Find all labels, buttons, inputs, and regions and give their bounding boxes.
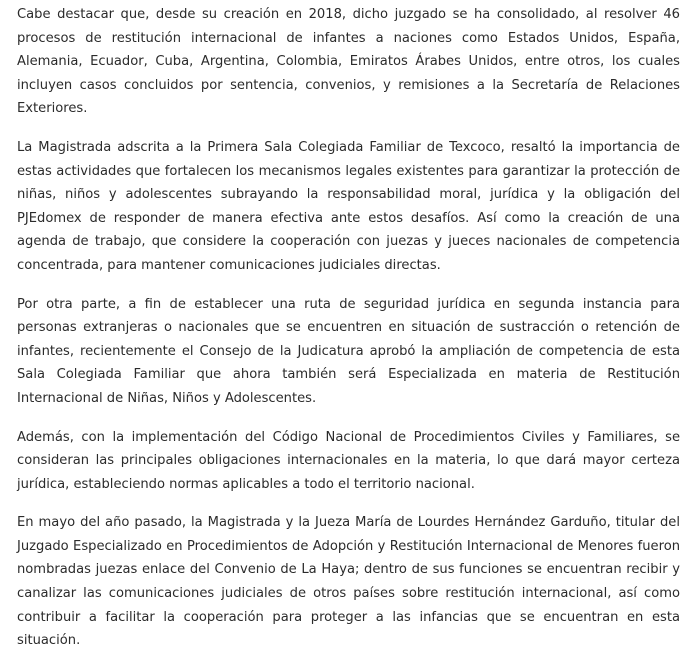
paragraph: La Magistrada adscrita a la Primera Sala Colegiada Familiar de Texcoco, resaltó la importancia de estas actividades que fortalecen los mecanismos legales existentes para garantizar la protección de niñas, niños y adolescentes subrayando la responsabilidad moral, jurídica y la obligación del PJEdomex de responder de manera efectiva ante estos desafíos. Así como la creación de una agenda de trabajo, que considere la cooperación con juezas y jueces nacionales de competencia concentrada, para mantener comunicaciones judiciales directas. [17, 139, 680, 273]
paragraph: Por otra parte, a fin de establecer una ruta de seguridad jurídica en segunda instancia para personas extranjeras o nacionales que se encuentren en situación de sustracción o retención de infantes, recientemente el Consejo de la Judicatura aprobó la ampliación de competencia de esta Sala Colegiada Familiar que ahora también será Especializada en materia de Restitución Internacional de Niñas, Niños y Adolescentes. [17, 296, 680, 406]
paragraph: Cabe destacar que, desde su creación en 2018, dicho juzgado se ha consolidado, al resolver 46 procesos de restitución internacional de infantes a naciones como Estados Unidos, España, Alemania, Ecuador, Cuba, Argentina, Colombia, Emiratos Árabes Unidos, entre otros, los cuales incluyen casos concluidos por sentencia, convenios, y remisiones a la Secretaría de Relaciones Exteriores. [17, 7, 680, 117]
paragraph: Además, con la implementación del Código Nacional de Procedimientos Civiles y Familiares, se consideran las principales obligaciones internacionales en la materia, lo que dará mayor certeza jurídica, estableciendo normas aplicables a todo el territorio nacional. [17, 429, 680, 492]
paragraph: En mayo del año pasado, la Magistrada y la Jueza María de Lourdes Hernández Garduño, titular del Juzgado Especializado en Procedimientos de Adopción y Restitución Internacional de Menores fueron nombradas juezas enlace del Convenio de La Haya; dentro de sus funciones se encuentran recibir y canalizar las comunicaciones judiciales de otros países sobre restitución internacional, así como contribuir a facilitar la cooperación para proteger a las infancias que se encuentran en esta situación. [17, 515, 680, 649]
article-body [17, 3, 680, 668]
